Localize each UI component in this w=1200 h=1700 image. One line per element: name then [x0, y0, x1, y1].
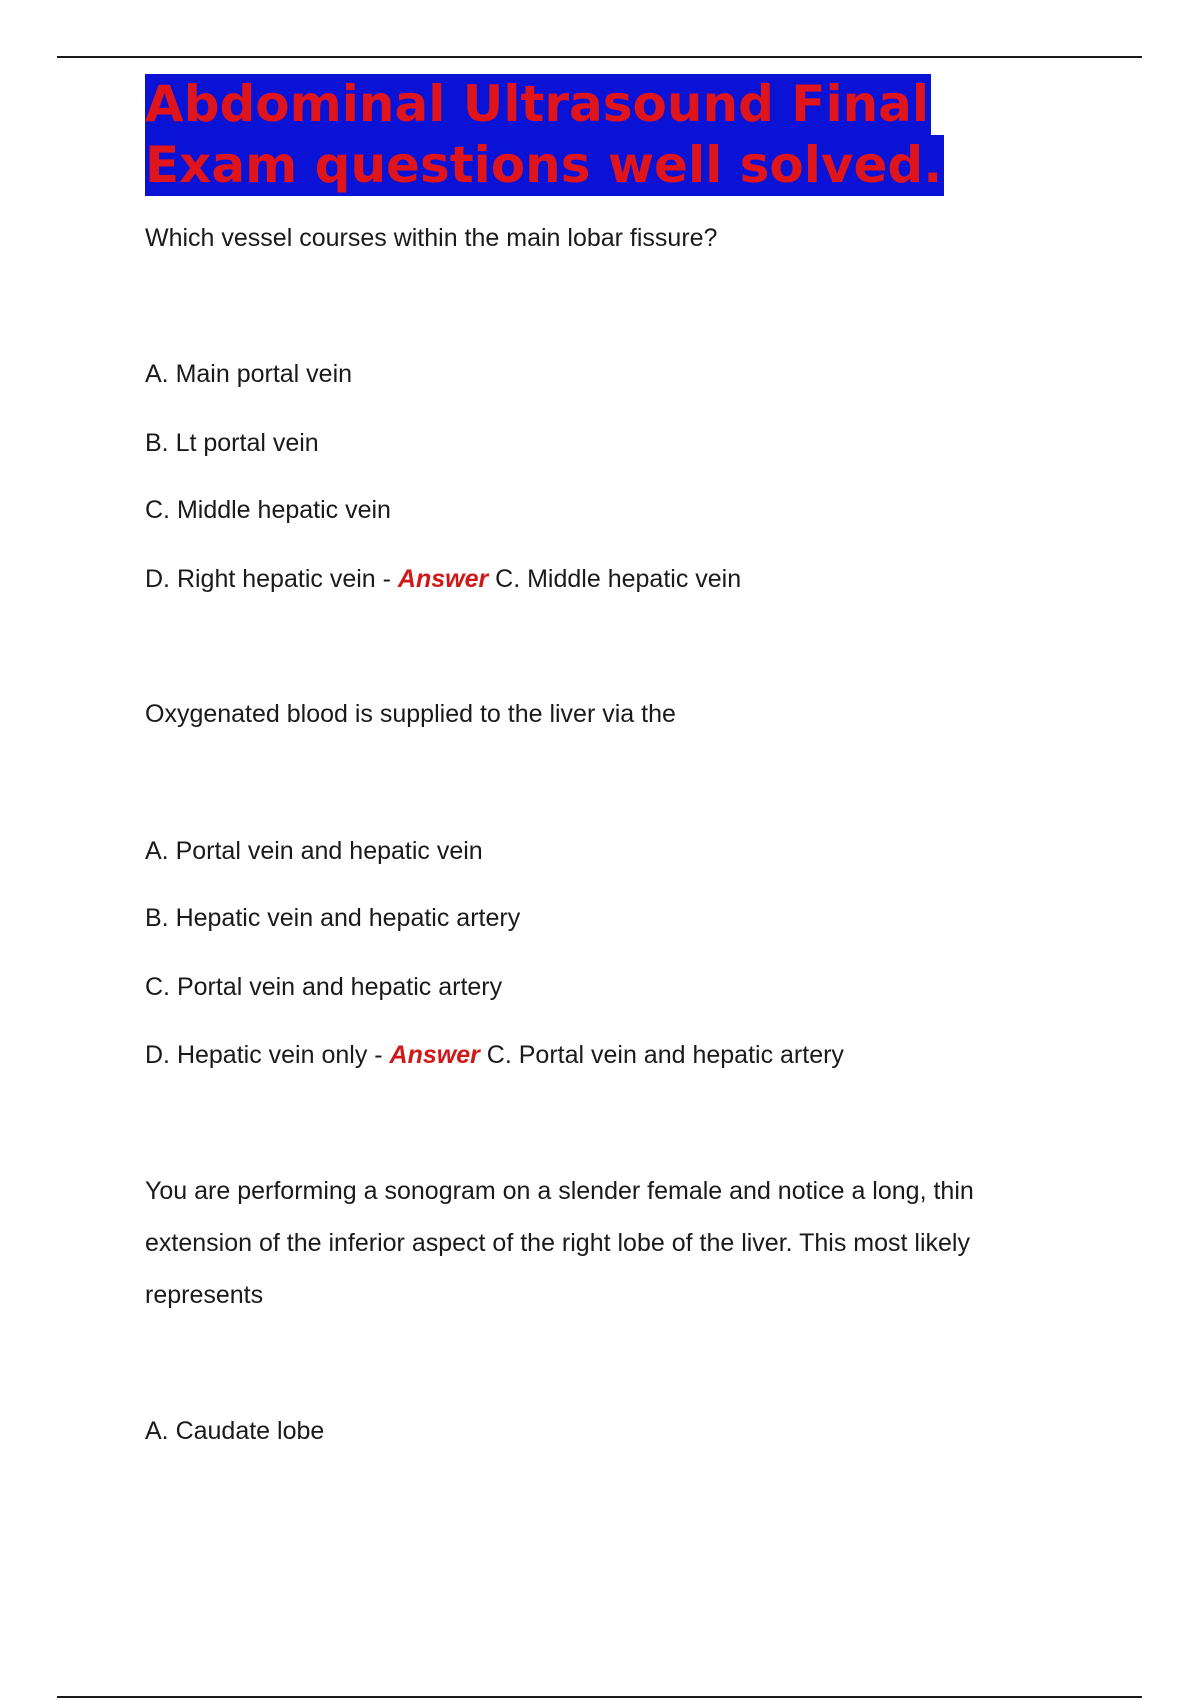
question-2-option-d: D. Hepatic vein only - [145, 1041, 390, 1069]
question-3-option-a: A. Caudate lobe [145, 1417, 325, 1445]
answer-label: Answer [389, 1041, 480, 1069]
question-1-option-d-with-answer [145, 553, 741, 605]
question-1-option-c: C. Middle hepatic vein [145, 496, 391, 524]
question-2-option-c: C. Portal vein and hepatic artery [145, 973, 503, 1001]
question-2-option-b: B. Hepatic vein and hepatic artery [145, 904, 521, 932]
document-title [145, 74, 1045, 196]
question-2-answer: C. Portal vein and hepatic artery [479, 1041, 844, 1069]
question-2-prompt: Oxygenated blood is supplied to the liver via the [145, 700, 676, 728]
question-1-option-a: A. Main portal vein [145, 360, 353, 388]
question-2-option-d-with-answer [145, 1029, 844, 1081]
question-3-prompt: You are performing a sonogram on a slender female and notice a long, thin extension of the inferior aspect of the right lobe of the liver. This most likely represents [145, 1177, 974, 1309]
question-1-option-d: D. Right hepatic vein - [145, 565, 398, 593]
question-1-prompt: Which vessel courses within the main lobar fissure? [145, 224, 718, 252]
answer-label: Answer [397, 565, 489, 593]
question-2-option-a: A. Portal vein and hepatic vein [145, 837, 483, 865]
question-1-answer: C. Middle hepatic vein [488, 565, 742, 593]
bottom-rule [57, 1696, 1142, 1698]
title-line-1: Abdominal Ultrasound Final [145, 75, 930, 133]
top-rule [57, 56, 1142, 58]
question-1-option-b: B. Lt portal vein [145, 429, 319, 457]
title-line-2: Exam questions well solved. [145, 136, 943, 194]
